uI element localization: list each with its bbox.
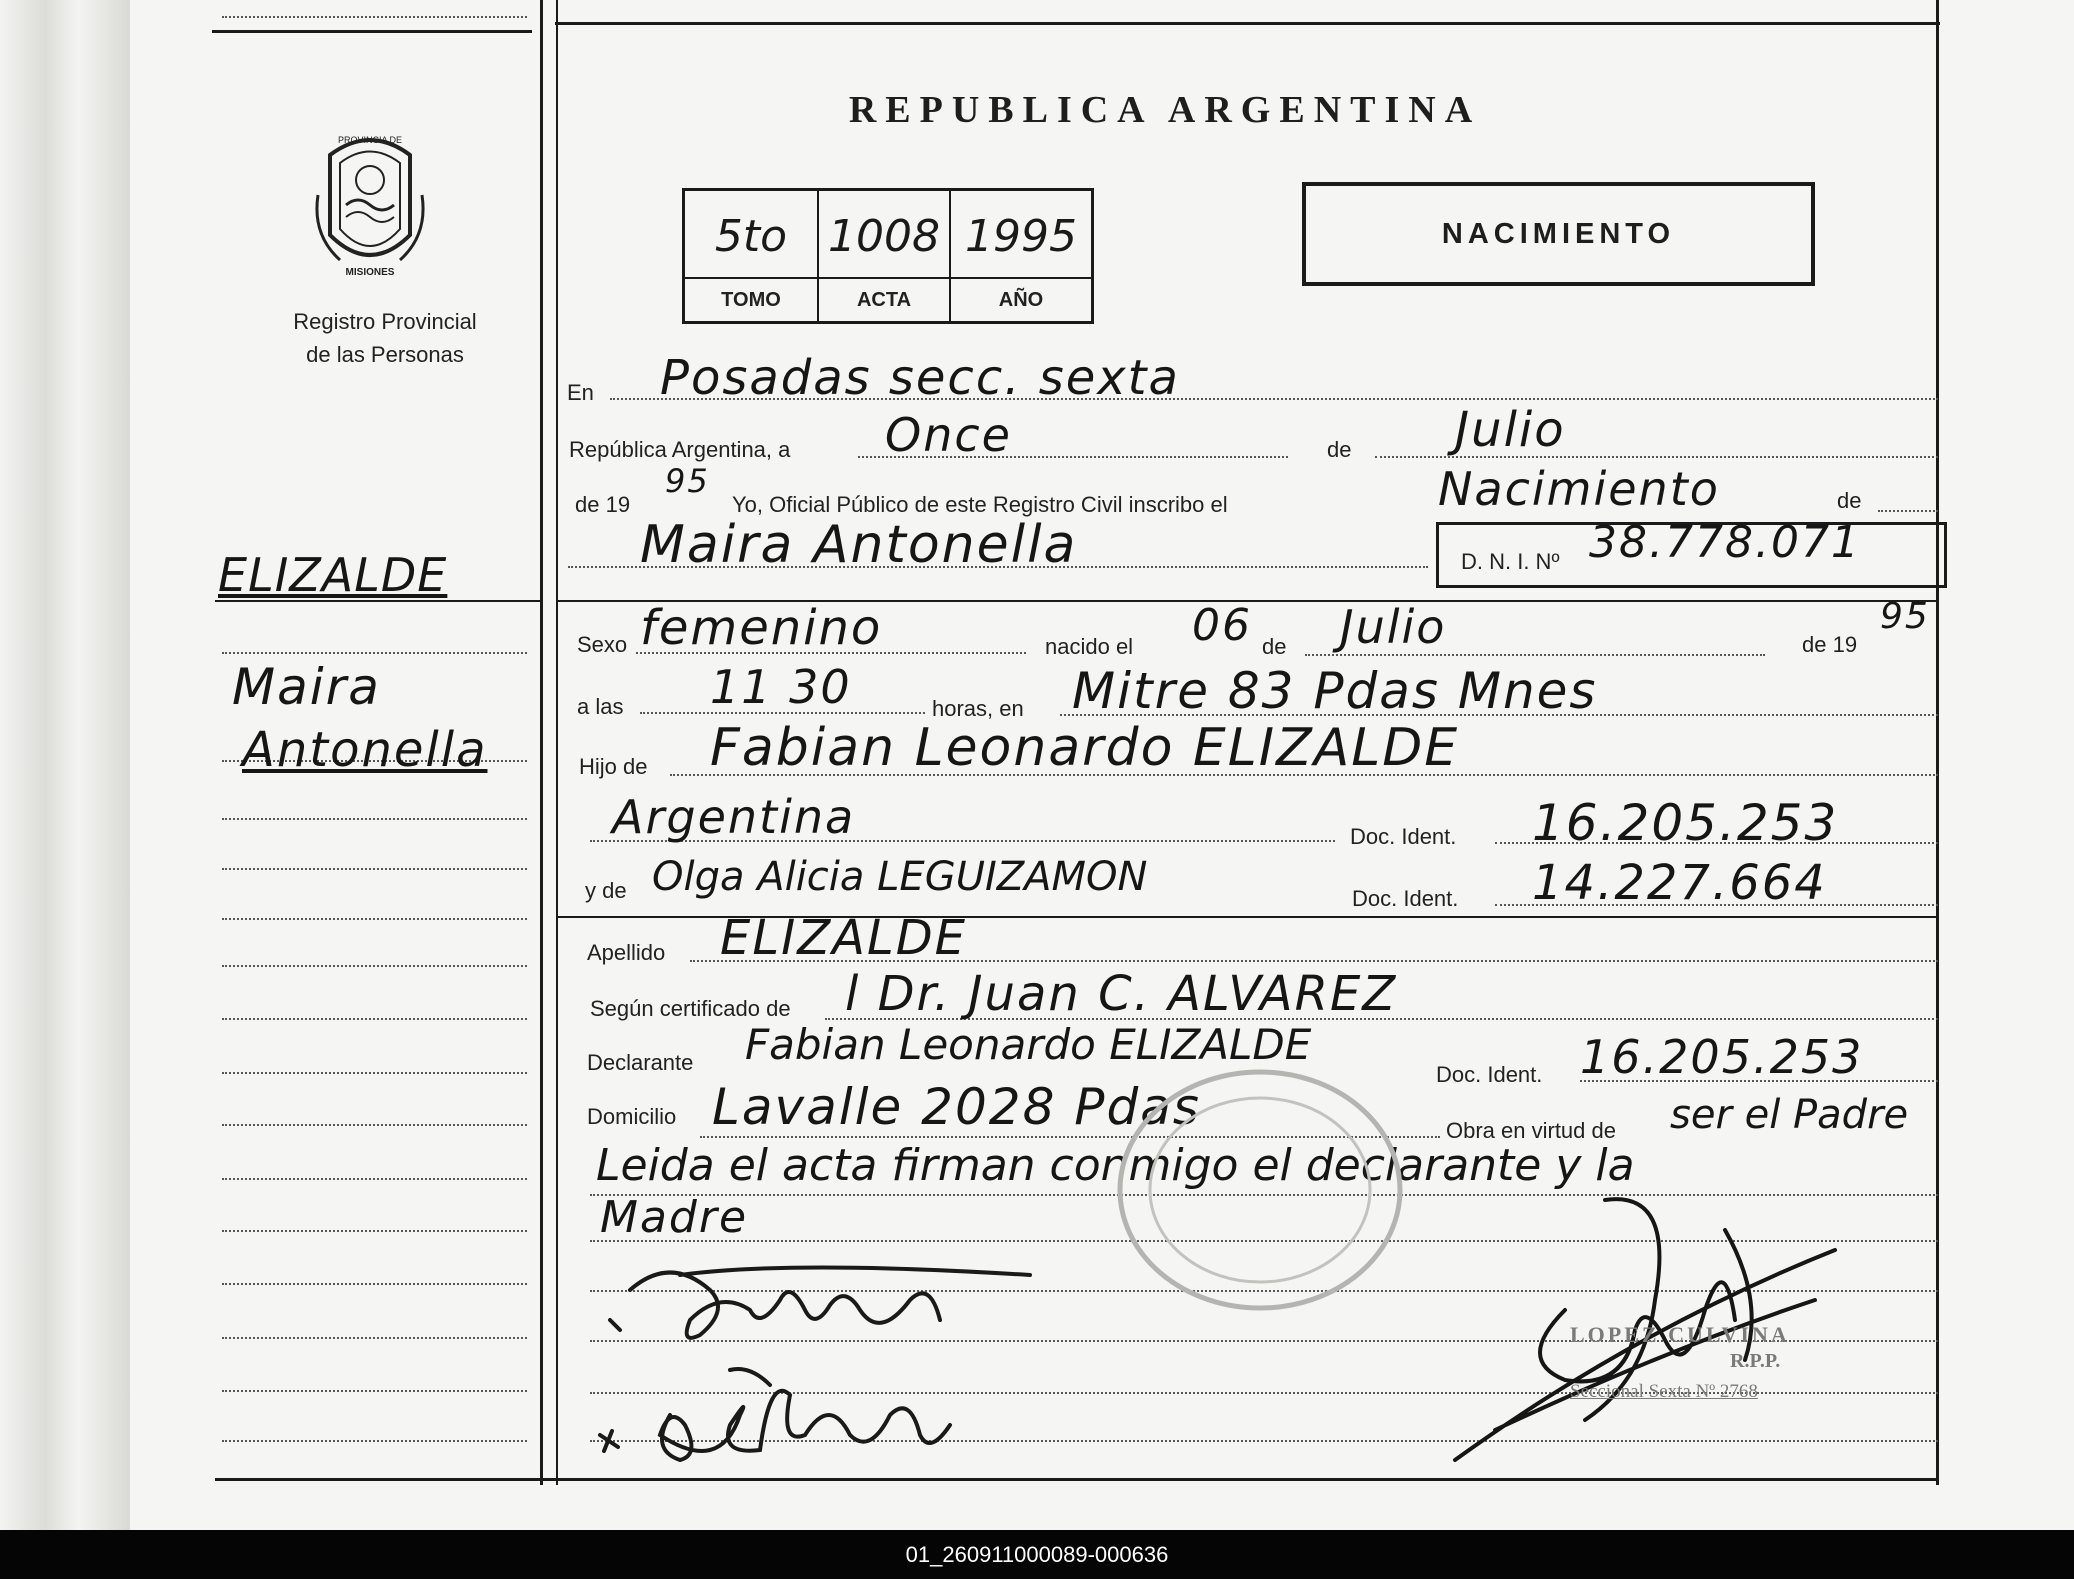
acta-label: ACTA — [819, 277, 949, 321]
tomo-cell — [685, 191, 819, 321]
top-rule-right — [555, 22, 1940, 25]
declarante-value: Fabian Leonardo ELIZALDE — [745, 1020, 1312, 1069]
father-doc-label: Doc. Ident. — [1350, 824, 1457, 849]
dni-value: 38.778.071 — [1589, 517, 1861, 568]
anio-label: AÑO — [951, 277, 1091, 321]
declarante-doc: 16.205.253 — [1580, 1030, 1864, 1084]
father-name: Fabian Leonardo ELIZALDE — [710, 718, 1460, 778]
mother-name: Olga Alicia LEGUIZAMON — [652, 854, 1148, 900]
year-prefix-label: de 19 — [575, 492, 631, 517]
father-doc: 16.205.253 — [1532, 794, 1839, 852]
day-value: Once — [885, 408, 1012, 462]
stamp-line1: LOPEZ CULVINA — [1570, 1322, 1790, 1347]
dni-box — [1436, 517, 1947, 588]
anio-value: 1995 — [965, 211, 1077, 262]
page-title: REPUBLICA ARGENTINA — [848, 89, 1482, 131]
book-spine — [0, 0, 130, 1530]
faint-circular-stamp — [1110, 1065, 1410, 1315]
apellido-value: ELIZALDE — [720, 910, 967, 966]
place-value: Mitre 83 Pdas Mnes — [1072, 662, 1598, 720]
inner-border-left — [556, 0, 558, 1485]
domicilio-value: Lavalle 2028 Pdas — [712, 1078, 1201, 1136]
de-label: de — [1327, 437, 1352, 462]
en-value: Posadas secc. sexta — [660, 350, 1180, 406]
y-de-label: y de — [585, 878, 627, 903]
birth-year-label: de 19 — [1802, 632, 1858, 657]
birth-year: 95 — [1880, 596, 1930, 637]
domicilio-label: Domicilio — [587, 1104, 677, 1129]
margin-given-name-1: Maira — [232, 658, 381, 716]
declarante-label: Declarante — [587, 1050, 694, 1075]
official-stamp — [1570, 1322, 1790, 1403]
obra-label: Obra en virtud de — [1446, 1118, 1616, 1143]
act-line — [1878, 510, 1938, 512]
a-las-label: a las — [577, 694, 624, 719]
hijo-label: Hijo de — [579, 754, 648, 779]
birth-month: Julio — [1340, 600, 1447, 654]
note-line1-value: Leida el acta firman conmigo el declarante y la — [596, 1140, 1635, 1191]
anio-cell — [951, 191, 1091, 321]
document-type-box: NACIMIENTO — [1302, 182, 1815, 286]
registry-office-line1: Registro Provincial — [293, 309, 477, 334]
registry-office-line2: de las Personas — [306, 342, 464, 367]
inscribo-label: Yo, Oficial Público de este Registro Civil inscribo el — [732, 492, 1228, 517]
certificado-value: l Dr. Juan C. ALVAREZ — [845, 966, 1398, 1022]
column-divider — [540, 0, 543, 1485]
mother-signature — [590, 1355, 1010, 1485]
registration-box — [682, 188, 1094, 324]
seal-top-text: PROVINCIA DE — [337, 135, 403, 145]
note-line2-value: Madre — [600, 1192, 749, 1243]
birth-day: 06 — [1192, 600, 1252, 651]
image-id-footer: 01_260911000089-000636 — [0, 1530, 2074, 1579]
registry-office-name — [250, 305, 520, 371]
inner-border-right — [1936, 0, 1939, 1485]
dni-label: D. N. I. Nº — [1461, 549, 1560, 574]
sexo-label: Sexo — [577, 632, 628, 657]
stamp-line2: R.P.P. — [1730, 1350, 1781, 1372]
nacido-label: nacido el — [1045, 634, 1134, 659]
province-seal-icon — [310, 125, 430, 280]
month-value: Julio — [1455, 402, 1566, 458]
act-de-label: de — [1837, 488, 1862, 513]
declarante-doc-label: Doc. Ident. — [1436, 1062, 1543, 1087]
margin-given-name-2: Antonella — [242, 722, 488, 778]
margin-surname: ELIZALDE — [218, 548, 448, 602]
mother-doc: 14.227.664 — [1532, 855, 1827, 911]
tomo-label: TOMO — [685, 277, 817, 321]
child-name: Maira Antonella — [640, 515, 1078, 575]
year-value: 95 — [665, 462, 710, 500]
hour-value: 11 30 — [710, 660, 852, 714]
birth-de-label: de — [1262, 634, 1287, 659]
declarant-signature — [590, 1250, 1050, 1360]
certificado-label: Según certificado de — [590, 996, 791, 1021]
stamp-line3: Seccional Sexta Nº 2768 — [1570, 1381, 1758, 1402]
act-value: Nacimiento — [1438, 462, 1720, 516]
tomo-value: 5to — [714, 211, 788, 262]
en-label: En — [567, 380, 594, 405]
horas-en-label: horas, en — [932, 696, 1024, 721]
top-rule-left — [212, 30, 532, 33]
birth-month-line — [1305, 654, 1765, 656]
apellido-label: Apellido — [587, 940, 666, 965]
seal-bottom-text: MISIONES — [345, 267, 395, 278]
acta-cell — [819, 191, 951, 321]
republica-label: República Argentina, a — [569, 437, 791, 462]
father-nationality: Argentina — [612, 790, 856, 844]
sexo-value: femenino — [640, 600, 883, 656]
acta-value: 1008 — [828, 211, 940, 262]
obra-value: ser el Padre — [1670, 1092, 1909, 1138]
mother-doc-label: Doc. Ident. — [1352, 886, 1459, 911]
